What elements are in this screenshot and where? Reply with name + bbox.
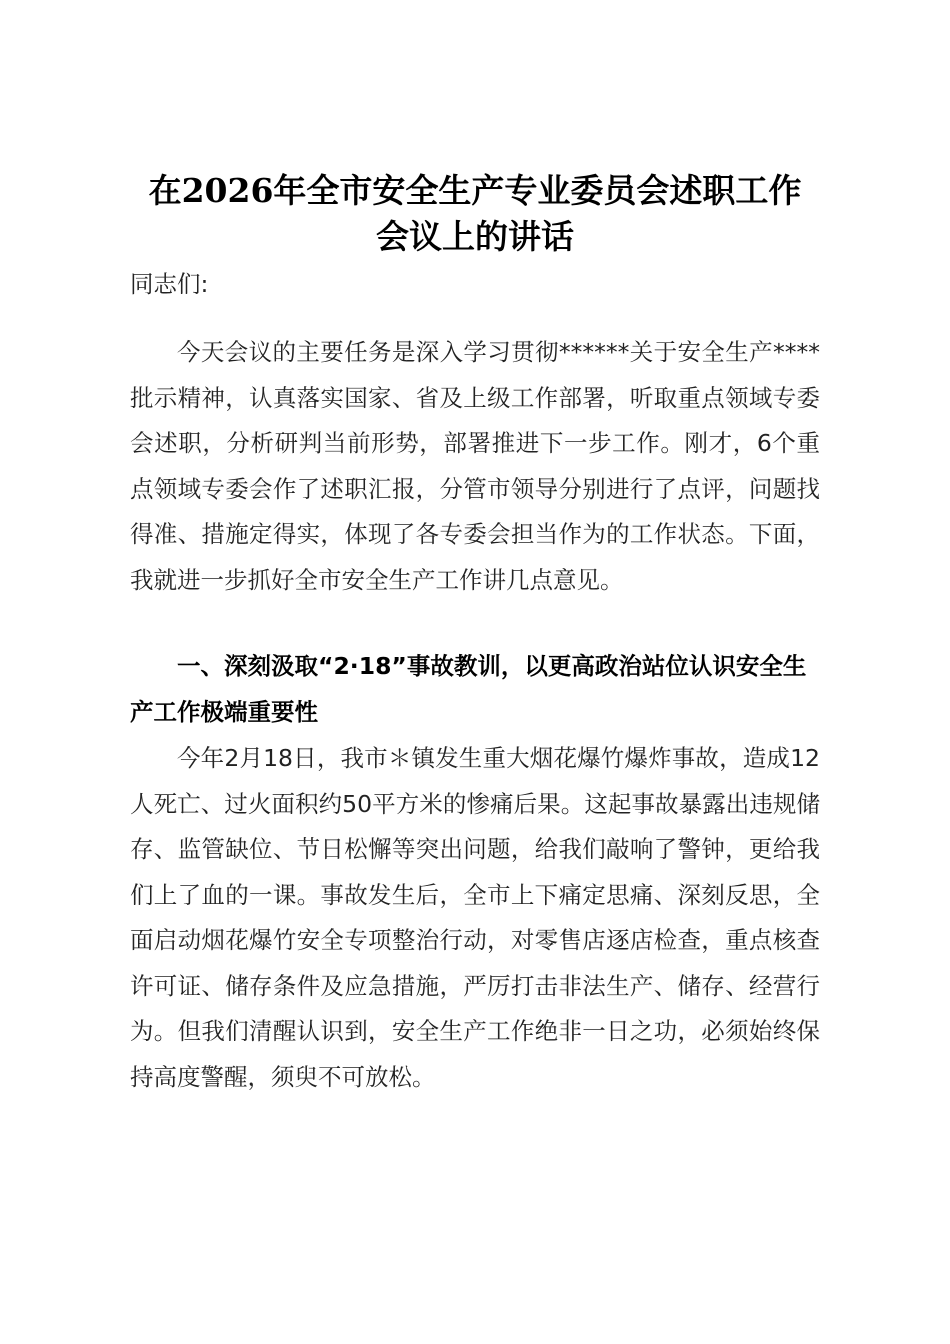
page-title: [110, 168, 840, 260]
title-line-1: 在2026年全市安全生产专业委员会述职工作: [148, 171, 802, 210]
section-paragraph: 今年2月18日，我市＊镇发生重大烟花爆竹爆炸事故，造成12人死亡、过火面积约50平方米的惨痛后果。这起事故暴露出违规储存、监管缺位、节日松懈等突出问题，给我们敲响了警钟，更给我们上了血的一课。事故发生后，全市上下痛定思痛、深刻反思，全面启动烟花爆竹安全专项整治行动，对零售店逐店检查，重点核查许可证、储存条件及应急措施，严厉打击非法生产、储存、经营行为。但我们清醒认识到，安全生产工作绝非一日之功，必须始终保持高度警醒，须臾不可放松。: [130, 744, 820, 1091]
salutation: 同志们:: [130, 270, 209, 298]
title-line-2: 会议上的讲话: [376, 217, 574, 256]
opening-paragraph: 今天会议的主要任务是深入学习贯彻******关于安全生产****批示精神，认真落实国家、省及上级工作部署，听取重点领域专委会述职，分析研判当前形势，部署推进下一步工作。刚才，6个重点领域专委会作了述职汇报，分管市领导分别进行了点评，问题找得准、措施定得实，体现了各专委会担当作为的工作状态。下面，我就进一步抓好全市安全生产工作讲几点意见。: [130, 338, 820, 594]
section-heading: 一、深刻汲取“2·18”事故教训，以更高政治站位认识安全生产工作极端重要性: [130, 652, 807, 726]
